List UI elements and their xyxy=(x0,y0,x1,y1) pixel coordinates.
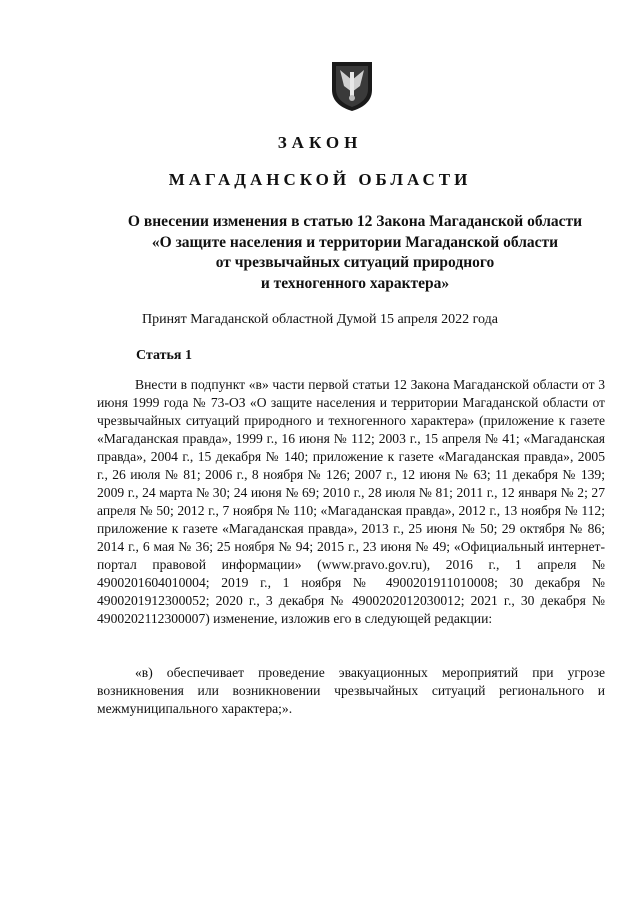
amendment-quote: «в) обеспечивает проведение эвакуационных мероприятий при угрозе возникновения или возникновении чрезвычайных ситуаций регионального и межмуниципального характера;». xyxy=(97,665,605,716)
subject-line: О внесении изменения в статью 12 Закона Магаданской области xyxy=(127,213,583,230)
subject-line: «О защите населения и территории Магаданской области xyxy=(151,233,559,251)
law-subject xyxy=(90,212,620,294)
article-paragraph: Внести в подпункт «в» части первой статьи 12 Закона Магаданской области от 3 июня 1999 года № 73-ОЗ «О защите населения и территории Магаданской области от чрезвычайных ситуаций природного и техногенного характера» (приложение к газете «Магаданская правда», 1999 г., 16 июня № 112; 2003 г., 15 апреля № 41; «Магаданская правда», 2004 г., 15 декабря № 140; приложение к газете «Магаданская правда», 2005 г., 26 июля № 81; 2006 г., 8 ноября № 126; 2007 г., 12 июня № 63; 11 декабря № 139; 2009 г., 24 марта № 30; 24 июня № 69; 2010 г., 28 июля № 81; 2011 г., 12 января № 2; 27 апреля № 50; 2012 г., 7 ноября № 110; «Магаданская правда», 2012 г., 13 ноября № 112; приложение к газете «Магаданская правда», 2013 г., 25 июня № 50; 29 октября № 86; 2014 г., 6 мая № 36; 25 ноября № 94; 2015 г., 23 июня № 49; «Официальный интернет-портал правовой информации» (www.pravo.gov.ru), 2016 г., 1 апреля № 4900201604010004; 2019 г., 1 ноября № 4900201911010008; 30 декабря № 4900201912300052; 2020 г., 3 декабря № 4900202012030012; 2021 г., 30 декабря № 4900202112300007) изменение, изложив его в следующей редакции: xyxy=(97,377,605,626)
article-heading: Статья 1 xyxy=(136,348,192,363)
adoption-statement: Принят Магаданской областной Думой 15 апреля 2022 года xyxy=(142,312,498,327)
region-title: МАГАДАНСКОЙ ОБЛАСТИ xyxy=(168,170,472,189)
coat-of-arms-icon xyxy=(330,60,374,112)
subject-line: и техногенного характера» xyxy=(260,274,450,292)
subject-line: от чрезвычайных ситуаций природного xyxy=(215,254,495,271)
law-label: ЗАКОН xyxy=(277,133,363,152)
